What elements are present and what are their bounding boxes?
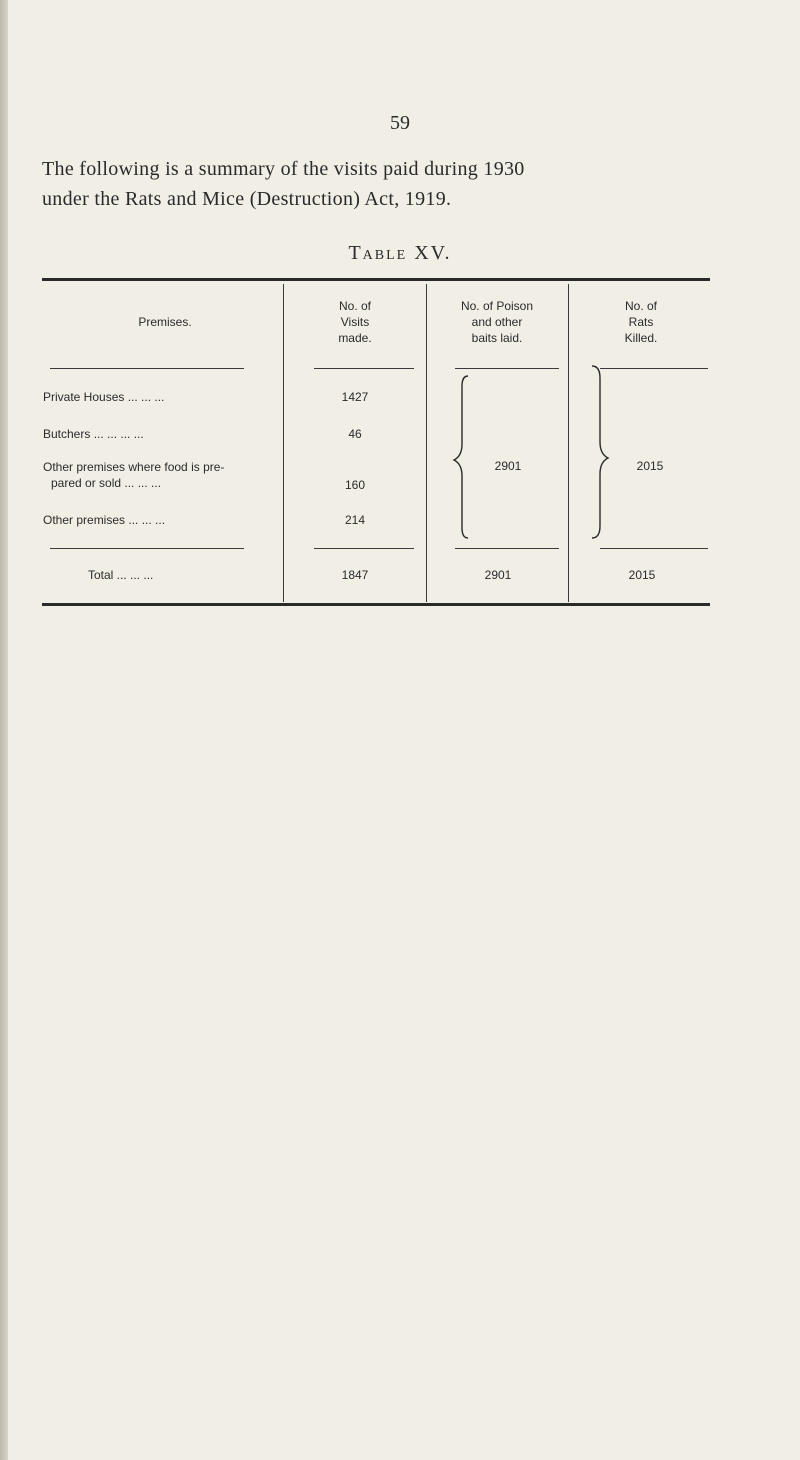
total-rule [600, 548, 708, 549]
total-visits: 1847 [341, 568, 369, 582]
header-baits-line: baits laid. [471, 331, 523, 345]
header-baits-line: No. of Poison [460, 299, 534, 313]
row-visits: 160 [344, 478, 366, 492]
row-label: Butchers ... ... ... ... [43, 427, 144, 441]
column-divider [283, 284, 284, 602]
header-underline [455, 368, 559, 369]
intro-line-2: under the Rats and Mice (Destruction) Act, 1919. [42, 188, 452, 210]
total-baits: 2901 [484, 568, 512, 582]
row-label: Private Houses ... ... ... [43, 390, 165, 404]
table-bottom-rule [42, 603, 710, 606]
left-brace [584, 362, 614, 542]
header-rats-line: Killed. [624, 331, 658, 345]
total-label: Total ... ... ... [88, 568, 154, 582]
intro-line-1: The following is a summary of the visits paid during 1930 [42, 158, 525, 180]
header-visits-line: No. of [338, 299, 371, 313]
header-rats [576, 298, 706, 346]
intro-paragraph [42, 154, 742, 214]
header-visits [290, 298, 420, 346]
header-baits [432, 298, 562, 346]
header-rats-line: Rats [628, 315, 654, 329]
row-label-line-2: pared or sold ... ... ... [51, 476, 162, 490]
row-visits: 1427 [341, 390, 369, 404]
header-rats-line: No. of [624, 299, 657, 313]
header-visits-line: made. [338, 331, 372, 345]
column-divider [426, 284, 427, 602]
total-rule [455, 548, 559, 549]
header-premises: Premises. [138, 315, 192, 329]
header-baits-line: and other [471, 315, 523, 329]
row-label-line-1: Other premises where food is pre- [43, 460, 225, 474]
header-underline [50, 368, 244, 369]
table-top-rule [42, 278, 710, 281]
page-edge [0, 0, 8, 1460]
total-rule [50, 548, 244, 549]
header-underline [314, 368, 414, 369]
header-visits-line: Visits [340, 315, 370, 329]
combined-baits: 2901 [494, 459, 522, 473]
table-title: Table XV. [348, 242, 452, 264]
page-number: 59 [390, 112, 410, 134]
document-page [8, 0, 800, 1460]
column-divider [568, 284, 569, 602]
row-visits: 214 [344, 513, 366, 527]
row-label: Other premises ... ... ... [43, 513, 166, 527]
total-rats: 2015 [628, 568, 656, 582]
row-visits: 46 [348, 427, 362, 441]
combined-rats: 2015 [636, 459, 664, 473]
total-rule [314, 548, 414, 549]
left-brace [450, 372, 480, 542]
header-underline [600, 368, 708, 369]
